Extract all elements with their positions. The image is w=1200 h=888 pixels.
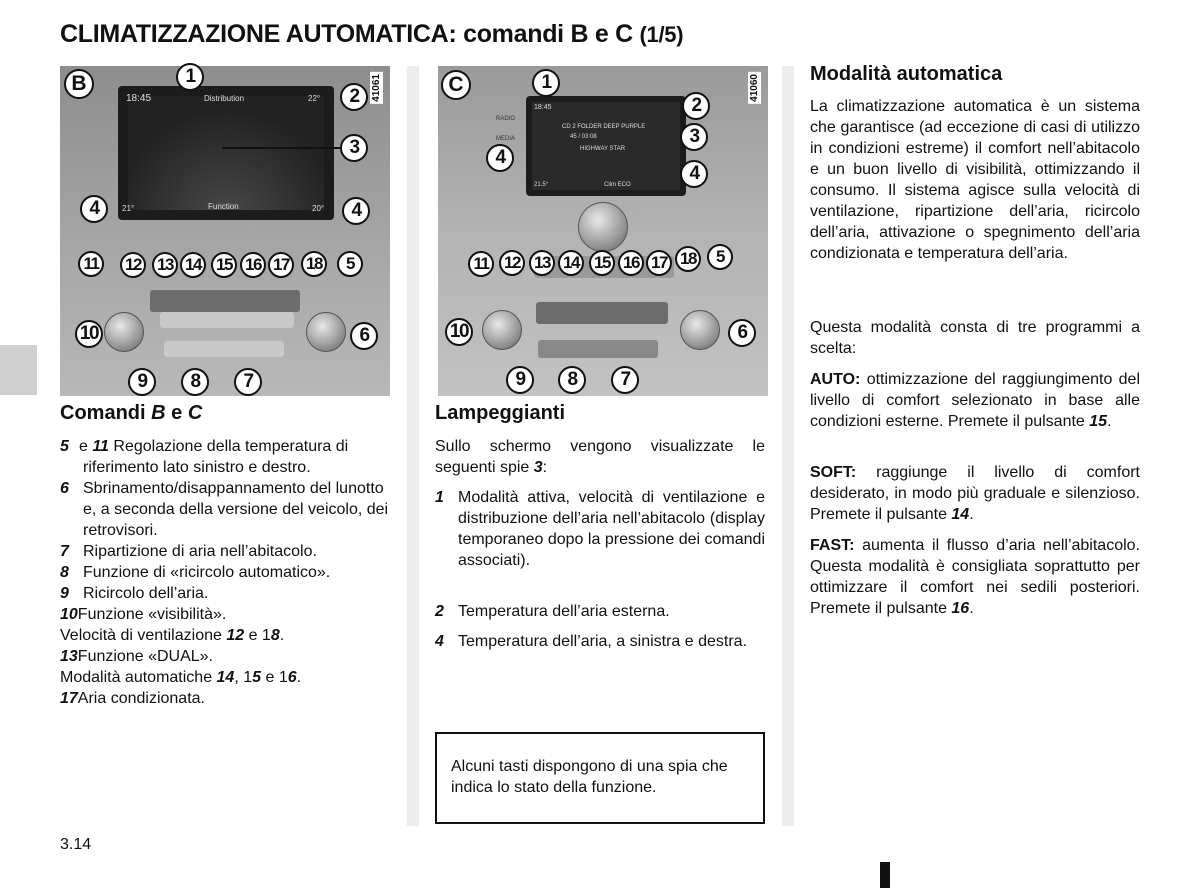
callout-2: 2 [340,83,368,111]
corner-mark [880,862,890,888]
paragraph: La climatizzazione automatica è un sistema che garantisce (ad eccezione di casi di utilizzo in condizioni estreme) il comfort nell’abitacolo e un buon livello di visibilità, ottimizzando il consumo. Il sistema agisce sulla velocità di ventilazione, ripartizione dell’aria, ricircolo dell’aria, attivazione o spegnimento dell’aria condizionata e temperatura dell’aria. [810,98,1140,262]
callout-2: 2 [682,92,710,120]
section-heading-lampeggianti: Lampeggianti [435,402,566,424]
callout-17: 17 [268,252,294,278]
callout-16: 16 [240,252,266,278]
figure-c-letter: C [441,70,471,100]
callout-15: 15 [211,252,237,278]
paragraph-auto: AUTO: ottimizzazione del raggiungimento del livello di comfort selezionato in base alle condizioni esterne. Premete il pulsante 15. [810,371,1140,430]
lower-button-row [538,340,658,358]
callout-13: 13 [152,252,178,278]
left-temp-knob [482,310,522,350]
list-item: 5 e 11 Regolazione della temperatura di riferimento lato sinistro e destro. [60,438,349,476]
section-heading-modalita: Modalità automatica [810,63,1003,85]
center-knob [578,202,628,252]
callout-4-left: 4 [486,144,514,172]
callout-4-right: 4 [680,160,708,188]
photo-code-c: 41060 [749,74,760,102]
figure-c-screen: 18:45 CD 2 FOLDER DEEP PURPLE 45 / 03:08 HIGHWAY STAR Clim ECO 21.5° [526,96,686,196]
callout-4-right: 4 [342,197,370,225]
figure-b-screen: 18:45 Distribution 22° 21° Function 20° [118,86,334,220]
list-item: 4 Temperatura dell’aria, a sinistra e destra. [435,633,748,650]
list-item: 17Aria condizionata. [60,690,205,707]
callout-4-left: 4 [80,195,108,223]
callout-10: 10 [445,318,473,346]
column-divider [407,66,419,826]
page-title: CLIMATIZZAZIONE AUTOMATICA: comandi B e C (1/5) [60,20,684,48]
list-item: 1 Modalità attiva, velocità di ventilazione e distribuzione dell’aria nell’abitacolo (display temporaneo dopo la pressione dei comandi associati). [435,489,765,569]
callout-18: 18 [675,246,701,272]
column-divider [782,66,794,826]
callout-15: 15 [589,250,615,276]
button-strip [150,290,300,312]
callout-8: 8 [181,368,209,396]
text-line: Velocità di ventilazione 12 e 18. [60,627,285,644]
list-item: 10Funzione «visibilità». [60,606,227,623]
list-item: 8 Funzione di «ricircolo automatico». [60,564,331,581]
callout-12: 12 [499,250,525,276]
button-strip [536,302,668,324]
callout-16: 16 [618,250,644,276]
left-temp-knob [104,312,144,352]
callout-3: 3 [340,134,368,162]
paragraph: Sullo schermo vengono visualizzate le seguenti spie 3: [435,438,765,476]
callout-9: 9 [506,366,534,394]
text-line: Modalità automatiche 14, 15 e 16. [60,669,302,686]
callout-1: 1 [532,69,560,97]
section-heading-comandi: Comandi B e C [60,402,203,424]
callout-8: 8 [558,366,586,394]
callout-12: 12 [120,252,146,278]
callout-7: 7 [234,368,262,396]
callout-11: 11 [78,251,104,277]
callout-6: 6 [350,322,378,350]
figure-b-letter: B [64,69,94,99]
photo-code-b: 41061 [371,74,382,102]
callout-14: 14 [558,250,584,276]
callout-1: 1 [176,63,204,91]
list-item: 7 Ripartizione di aria nell’abitacolo. [60,543,317,560]
list-item: 6 Sbrinamento/disappannamento del lunotto e, a seconda della versione del veicolo, dei retrovisori. [60,480,389,539]
paragraph-soft: SOFT: raggiunge il livello di comfort desiderato, in modo più graduale e silenzioso. Premete il pulsante 14. [810,464,1140,523]
callout-6: 6 [728,319,756,347]
indicator-row [160,312,294,328]
figure-b-photo [60,66,390,396]
callout-11: 11 [468,251,494,277]
list-item: 9 Ricircolo dell’aria. [60,585,209,602]
callout-3: 3 [680,123,708,151]
callout-5: 5 [337,251,363,277]
right-temp-knob [306,312,346,352]
paragraph-fast: FAST: aumenta il flusso d’aria nell’abitacolo. Questa modalità è consigliata soprattutto per ottimizzare il comfort nei sedili posteriori. Premete il pulsante 16. [810,537,1140,617]
callout-5: 5 [707,244,733,270]
callout-14: 14 [180,252,206,278]
list-item: 13Funzione «DUAL». [60,648,213,665]
chapter-tab [0,345,37,395]
callout-17: 17 [646,250,672,276]
callout-9: 9 [128,368,156,396]
callout-13: 13 [529,250,555,276]
right-temp-knob [680,310,720,350]
callout-18: 18 [301,251,327,277]
note-box: Alcuni tasti dispongono di una spia che indica lo stato della funzione. [435,732,765,824]
page-number: 3.14 [60,836,92,853]
list-item: 2 Temperatura dell’aria esterna. [435,603,670,620]
callout-7: 7 [611,366,639,394]
lower-button-row [164,341,284,357]
callout-10: 10 [75,320,103,348]
paragraph: Questa modalità consta di tre programmi a scelta: [810,319,1140,357]
figure-c-photo: 18:45 CD 2 FOLDER DEEP PURPLE 45 / 03:08 HIGHWAY STAR Clim ECO 21.5° RADIO MEDIA [438,66,768,396]
